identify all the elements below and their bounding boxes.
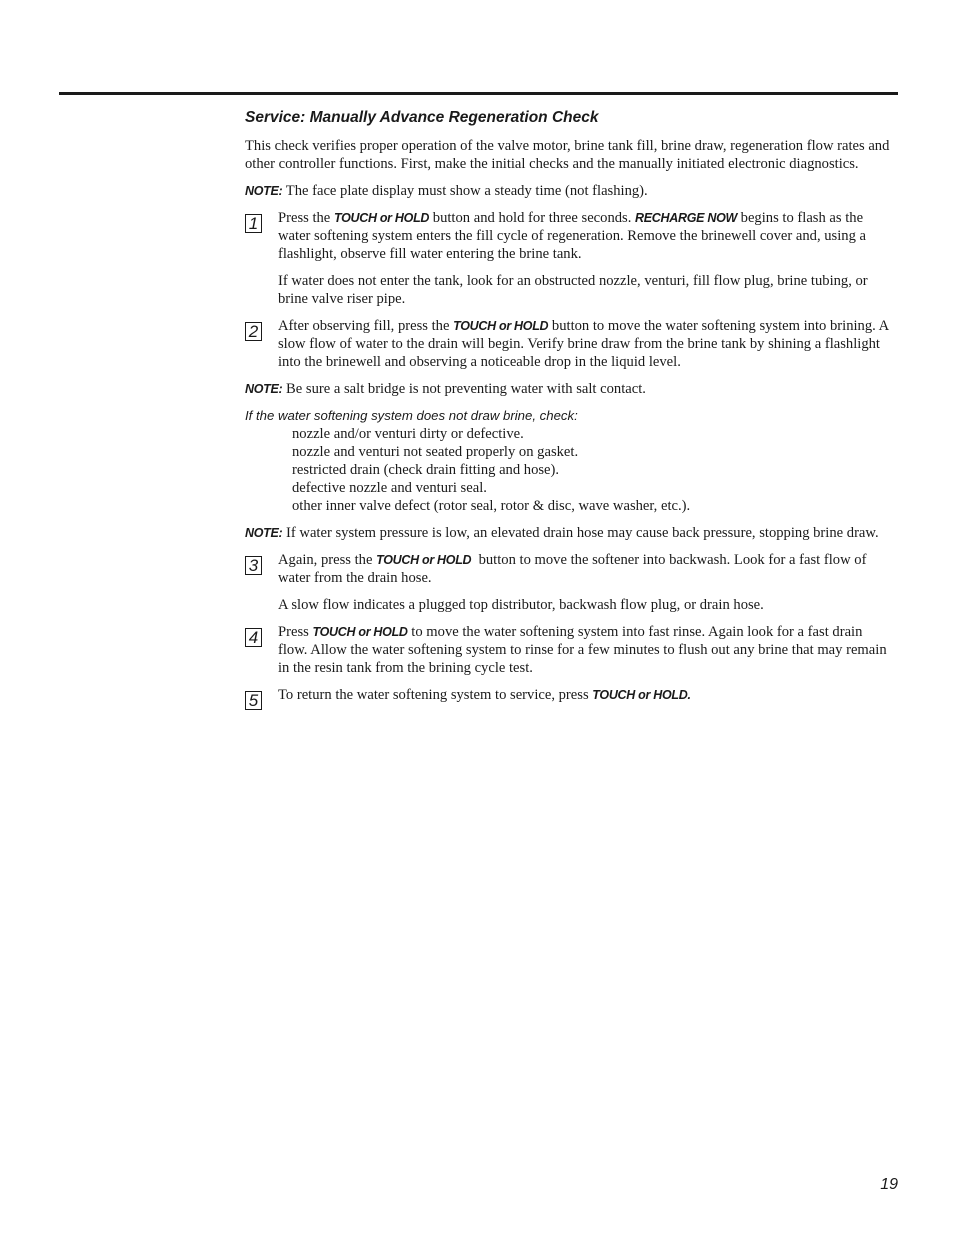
note-pressure (245, 524, 891, 542)
brine-check-title: If the water softening system does not draw brine, check: (245, 408, 578, 423)
step-number-5: 5 (245, 691, 262, 710)
list-item: other inner valve defect (rotor seal, rotor & disc, wave washer, etc.). (292, 498, 691, 514)
list-item: defective nozzle and venturi seal. (292, 480, 487, 496)
step-number-3: 3 (245, 556, 262, 575)
note-text: Be sure a salt bridge is not preventing water with salt contact. (282, 381, 646, 397)
step-3 (245, 551, 891, 614)
step-1 (245, 209, 891, 308)
page-number: 19 (880, 1176, 898, 1193)
brine-check-list (245, 425, 891, 515)
note-display (245, 182, 891, 200)
note-label: NOTE: (245, 184, 283, 198)
step-4 (245, 623, 891, 677)
step-1-text: Press the TOUCH or HOLD button and hold for three seconds. RECHARGE NOW begins to flash as the water softening system enters the fill cycle of regeneration. Remove the brinewell cover and, using a flashlight, observe fill water entering the brine tank. (278, 210, 867, 262)
intro-paragraph: This check verifies proper operation of the valve motor, brine tank fill, brine draw, regeneration flow rates and other controller functions. First, make the initial checks and the manually initiated electronic diagnostics. (245, 138, 890, 172)
touch-or-hold-label: TOUCH or HOLD (333, 211, 430, 225)
step-2-text: After observing fill, press the TOUCH or HOLD button to move the water softening system into brining. A slow flow of water to the drain will begin. Verify brine draw from the brine tank by shining a flashlight into the brinewell and observing a noticeable drop in the liquid level. (278, 318, 889, 370)
note-label: NOTE: (245, 526, 283, 540)
touch-or-hold-label: TOUCH or HOLD. (592, 688, 691, 702)
step-3-followup: A slow flow indicates a plugged top distributor, backwash flow plug, or drain hose. (278, 597, 764, 613)
note-text: The face plate display must show a steady time (not flashing). (282, 183, 648, 199)
step-3-text: Again, press the TOUCH or HOLD button to move the softener into backwash. Look for a fast flow of water from the drain hose. (278, 552, 871, 586)
recharge-now-label: RECHARGE NOW (635, 211, 737, 225)
step-4-text: Press TOUCH or HOLD to move the water softening system into fast rinse. Again look for a fast drain flow. Allow the water softening system to rinse for a few minutes to flush out any brine that may remain in the resin tank from the brining cycle test. (278, 624, 887, 676)
step-5-text: To return the water softening system to service, press TOUCH or HOLD. (278, 687, 691, 703)
step-2 (245, 317, 891, 371)
touch-or-hold-label: TOUCH or HOLD (453, 319, 549, 333)
note-label: NOTE: (245, 382, 283, 396)
list-item: restricted drain (check drain fitting and hose). (292, 462, 560, 478)
main-content (245, 108, 891, 713)
touch-or-hold-label: TOUCH or HOLD (312, 625, 408, 639)
step-1-followup: If water does not enter the tank, look for an obstructed nozzle, venturi, fill flow plug, brine tubing, or brine valve riser pipe. (278, 273, 868, 307)
note-text: If water system pressure is low, an elevated drain hose may cause back pressure, stopping brine draw. (282, 525, 879, 541)
touch-or-hold-label: TOUCH or HOLD (376, 553, 472, 567)
list-item: nozzle and/or venturi dirty or defective. (292, 426, 524, 442)
section-heading: Service: Manually Advance Regeneration Check (245, 109, 599, 126)
step-5 (245, 686, 891, 710)
step-number-2: 2 (245, 322, 262, 341)
header-rule (59, 92, 898, 95)
note-salt-bridge (245, 380, 891, 398)
step-number-1: 1 (245, 214, 262, 233)
list-item: nozzle and venturi not seated properly on gasket. (292, 444, 579, 460)
step-number-4: 4 (245, 628, 262, 647)
